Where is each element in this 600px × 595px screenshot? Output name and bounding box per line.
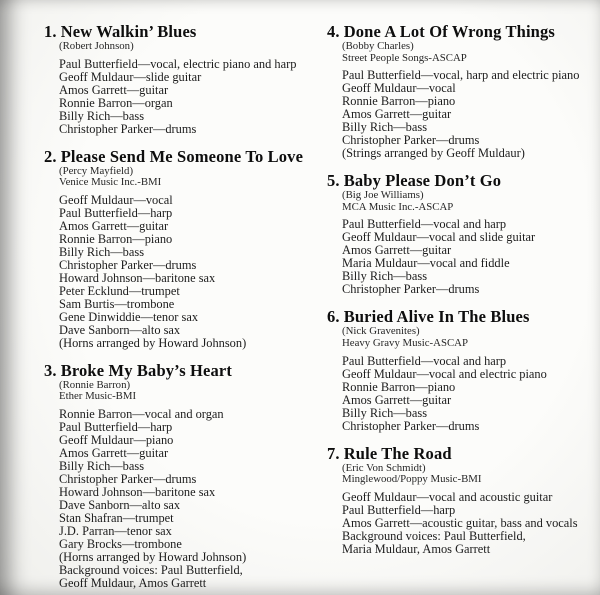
track-title: Baby Please Don’t Go bbox=[343, 171, 502, 191]
track-number: 1. bbox=[44, 22, 57, 41]
credit-line: Geoff Muldaur—vocal and electric piano bbox=[342, 366, 547, 381]
track-title: Please Send Me Someone To Love bbox=[60, 146, 304, 166]
credit-line: Ronnie Barron—organ bbox=[59, 95, 173, 110]
track-credits bbox=[342, 69, 591, 160]
credit-line: Christopher Parker—drums bbox=[342, 282, 480, 297]
track-entry bbox=[327, 308, 591, 432]
track-entry bbox=[327, 172, 591, 296]
credit-line: Dave Sanborn—alto sax bbox=[59, 497, 181, 512]
credit-line: Geoff Muldaur—vocal bbox=[59, 192, 173, 207]
credit-line: Billy Rich—bass bbox=[59, 108, 145, 123]
credit-line: Geoff Muldaur—vocal bbox=[342, 81, 456, 96]
credit-line: Background voices: Paul Butterfield, bbox=[342, 528, 526, 543]
credit-line: Amos Garrett—guitar bbox=[342, 243, 452, 258]
track-entry bbox=[44, 362, 302, 590]
track-writer: (Nick Gravenites) bbox=[342, 325, 420, 338]
credit-line: Billy Rich—bass bbox=[342, 269, 428, 284]
track-publisher: Heavy Gravy Music-ASCAP bbox=[342, 336, 468, 349]
credit-line: Amos Garrett—guitar bbox=[59, 218, 169, 233]
track-title: Rule The Road bbox=[343, 443, 452, 463]
credit-line: J.D. Parran—tenor sax bbox=[59, 523, 172, 538]
credit-line: Paul Butterfield—harp bbox=[59, 419, 173, 434]
track-heading bbox=[327, 23, 591, 41]
track-heading bbox=[44, 148, 302, 166]
track-writer: (Bobby Charles) bbox=[342, 40, 414, 52]
track-heading bbox=[44, 23, 302, 41]
track-writer: (Ronnie Barron) bbox=[59, 378, 131, 391]
credit-line: Paul Butterfield—vocal, electric piano and harp bbox=[59, 56, 297, 71]
credit-line: Paul Butterfield—vocal and harp bbox=[342, 217, 507, 232]
credit-line: Peter Ecklund—trumpet bbox=[59, 283, 180, 298]
credit-line: Geoff Muldaur—slide guitar bbox=[59, 69, 202, 84]
column-right bbox=[327, 23, 591, 568]
track-writer: (Eric Von Schmidt) bbox=[342, 461, 426, 474]
track-credits bbox=[342, 491, 591, 556]
credit-line: Ronnie Barron—vocal and organ bbox=[59, 406, 224, 421]
track-heading bbox=[327, 308, 591, 326]
credit-line: Amos Garrett—acoustic guitar, bass and vocals bbox=[342, 515, 578, 530]
credit-line: Howard Johnson—baritone sax bbox=[59, 270, 216, 285]
credit-line: Paul Butterfield—vocal and harp bbox=[342, 353, 507, 368]
credit-line: Billy Rich—bass bbox=[342, 120, 428, 135]
credit-line: (Strings arranged by Geoff Muldaur) bbox=[342, 146, 525, 161]
track-title: Buried Alive In The Blues bbox=[343, 307, 530, 327]
track-publisher: Minglewood/Poppy Music-BMI bbox=[342, 473, 482, 486]
credit-line: Billy Rich—bass bbox=[342, 405, 428, 420]
credit-line: Maria Muldaur, Amos Garrett bbox=[342, 541, 491, 556]
credit-line: Ronnie Barron—piano bbox=[59, 231, 173, 246]
track-heading bbox=[44, 362, 302, 380]
track-title: Done A Lot Of Wrong Things bbox=[343, 22, 555, 41]
credit-line: Amos Garrett—guitar bbox=[59, 445, 169, 460]
track-number: 5. bbox=[327, 171, 340, 191]
track-writer: (Robert Johnson) bbox=[59, 40, 134, 52]
track-number: 6. bbox=[327, 307, 340, 327]
credit-line: Geoff Muldaur—piano bbox=[59, 432, 174, 447]
track-entry bbox=[327, 445, 591, 556]
track-writer: (Percy Mayfield) bbox=[59, 164, 134, 177]
track-credits bbox=[59, 194, 302, 350]
credit-line: Paul Butterfield—harp bbox=[59, 205, 173, 220]
track-writer: (Big Joe Williams) bbox=[342, 189, 424, 202]
credit-line: Billy Rich—bass bbox=[59, 244, 145, 259]
track-title: Broke My Baby’s Heart bbox=[60, 360, 233, 380]
credit-line: Geoff Muldaur—vocal and acoustic guitar bbox=[342, 489, 553, 504]
credit-line: Paul Butterfield—harp bbox=[342, 502, 456, 517]
credit-line: Amos Garrett—guitar bbox=[342, 107, 452, 122]
credit-line: Howard Johnson—baritone sax bbox=[59, 484, 216, 499]
credit-line: Geoff Muldaur—vocal and slide guitar bbox=[342, 230, 536, 245]
credit-line: Stan Shafran—trumpet bbox=[59, 510, 174, 525]
credit-line: Gary Brocks—trombone bbox=[59, 536, 182, 551]
track-entry bbox=[44, 23, 302, 136]
credit-line: Billy Rich—bass bbox=[59, 458, 145, 473]
track-number: 7. bbox=[327, 443, 340, 463]
track-publisher: MCA Music Inc.-ASCAP bbox=[342, 200, 454, 213]
credit-line: Amos Garrett—guitar bbox=[59, 82, 169, 97]
track-number: 4. bbox=[327, 22, 340, 41]
track-credits bbox=[59, 408, 302, 590]
track-heading bbox=[327, 172, 591, 190]
column-left bbox=[44, 23, 302, 595]
track-title: New Walkin’ Blues bbox=[60, 22, 197, 41]
credit-line: Background voices: Paul Butterfield, bbox=[59, 562, 243, 577]
credit-line: Geoff Muldaur, Amos Garrett bbox=[59, 575, 207, 590]
credit-line: Amos Garrett—guitar bbox=[342, 392, 452, 407]
track-publisher: Street People Songs-ASCAP bbox=[342, 51, 467, 64]
credit-line: Christopher Parker—drums bbox=[59, 471, 197, 486]
track-credits bbox=[342, 355, 591, 433]
credit-line: Christopher Parker—drums bbox=[59, 257, 197, 272]
track-publisher: Ether Music-BMI bbox=[59, 390, 137, 403]
credit-line: Christopher Parker—drums bbox=[342, 418, 480, 433]
credit-line: Dave Sanborn—alto sax bbox=[59, 322, 181, 337]
credit-line: (Horns arranged by Howard Johnson) bbox=[59, 549, 247, 564]
credit-line: Maria Muldaur—vocal and fiddle bbox=[342, 256, 510, 271]
credit-line: Ronnie Barron—piano bbox=[342, 379, 456, 394]
track-credits bbox=[342, 218, 591, 296]
credit-line: Christopher Parker—drums bbox=[59, 121, 197, 136]
track-number: 3. bbox=[44, 360, 57, 380]
track-number: 2. bbox=[44, 146, 57, 166]
track-heading bbox=[327, 445, 591, 463]
credit-line: Paul Butterfield—vocal, harp and electric piano bbox=[342, 68, 580, 83]
track-credits bbox=[59, 58, 302, 136]
track-entry bbox=[44, 148, 302, 350]
credit-line: (Horns arranged by Howard Johnson) bbox=[59, 335, 247, 350]
credit-line: Sam Burtis—trombone bbox=[59, 296, 175, 311]
credit-line: Ronnie Barron—piano bbox=[342, 94, 456, 109]
track-entry bbox=[327, 23, 591, 160]
track-publisher: Venice Music Inc.-BMI bbox=[59, 176, 162, 189]
credit-line: Christopher Parker—drums bbox=[342, 133, 480, 148]
credit-line: Gene Dinwiddie—tenor sax bbox=[59, 309, 199, 324]
